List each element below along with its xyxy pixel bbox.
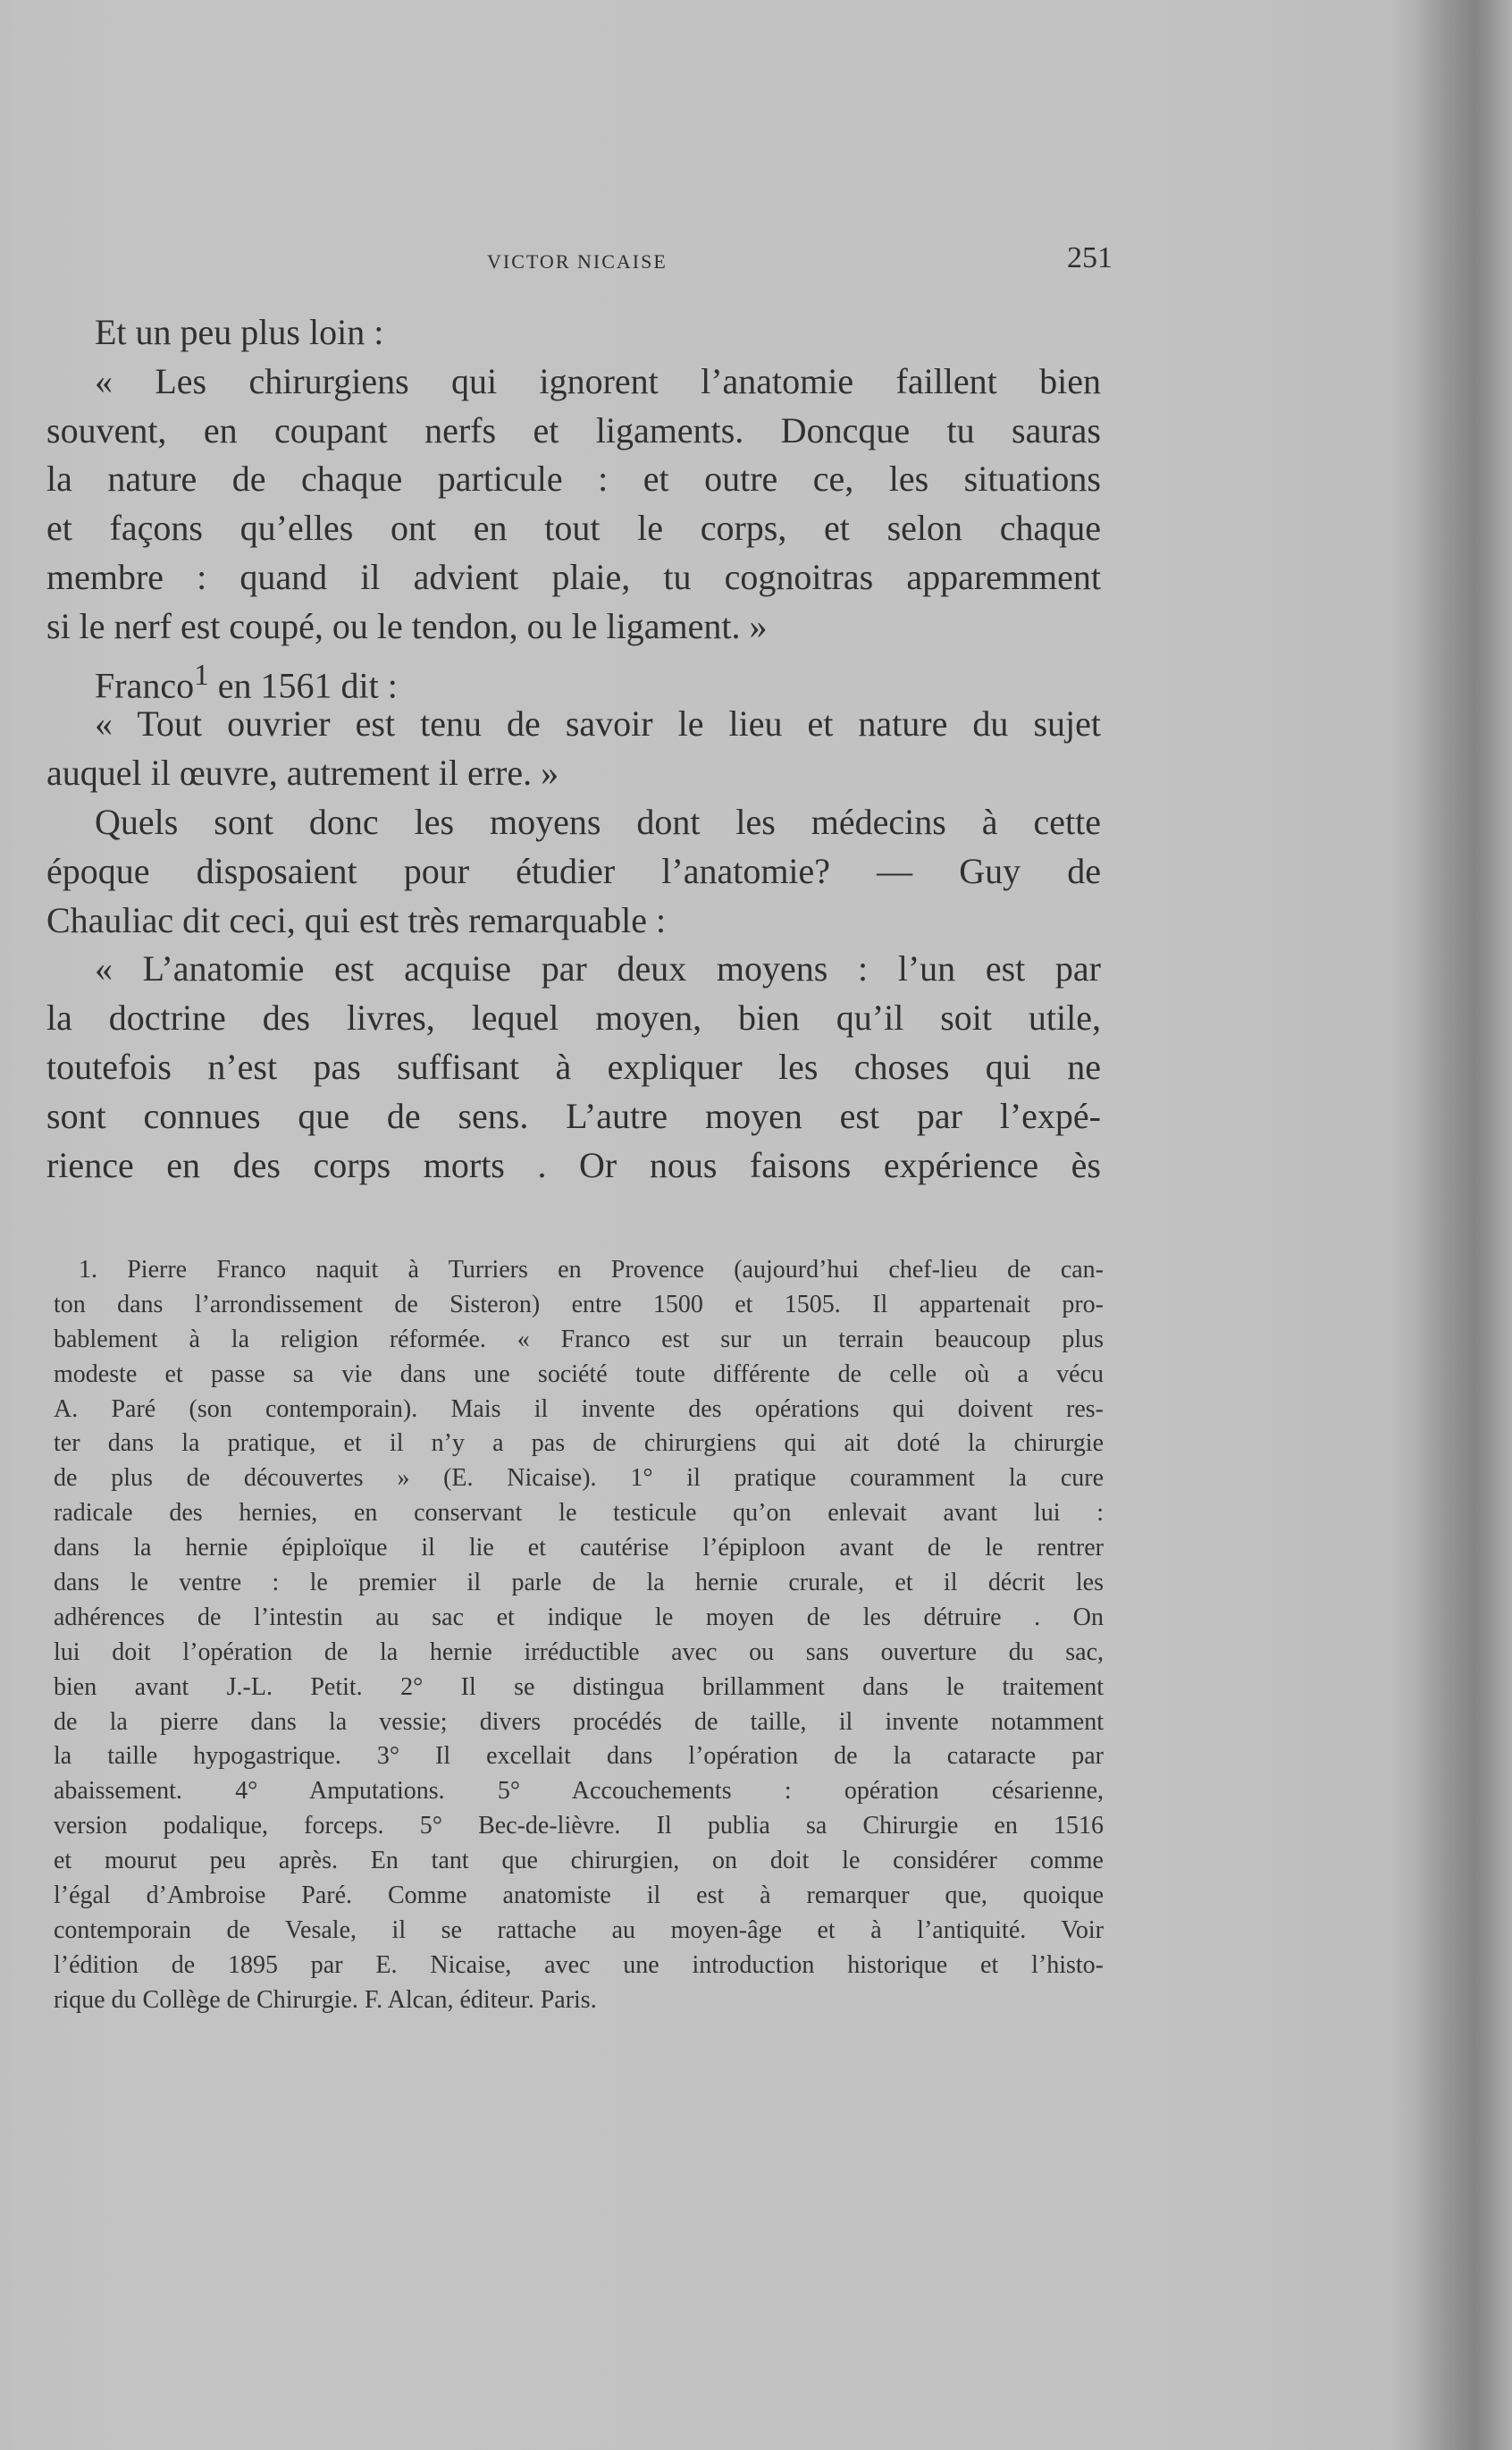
footnote-line: ton dans l’arrondissement de Sisteron) entre 1500 et 1505. Il appartenait pro- (54, 1290, 1104, 1318)
footnote-line: de la pierre dans la vessie; divers procédés de taille, il invente notamment (54, 1707, 1104, 1736)
body-line: « Tout ouvrier est tenu de savoir le lieu et nature du sujet (95, 703, 1101, 745)
franco-rest: en 1561 dit : (208, 664, 398, 705)
body-line: auquel il œuvre, autrement il erre. » (46, 753, 559, 794)
footnote-line: abaissement. 4° Amputations. 5° Accouchements : opération césarienne, (54, 1777, 1104, 1806)
body-line: la nature de chaque particule : et outre ce, les situations (46, 459, 1101, 500)
body-line: et façons qu’elles ont en tout le corps, et selon chaque (46, 508, 1101, 549)
page-number: 251 (1067, 241, 1113, 274)
franco-name: Franco (95, 664, 195, 705)
footnote-line: dans la hernie épiploïque il lie et cautérise l’épiploon avant de le rentrer (54, 1534, 1104, 1562)
footnote-line: rique du Collège de Chirurgie. F. Alcan, éditeur. Paris. (54, 1985, 597, 2014)
footnote-line: adhérences de l’intestin au sac et indique le moyen de les détruire . On (54, 1603, 1104, 1631)
footnote-line: ter dans la pratique, et il n’y a pas de chirurgiens qui ait doté la chirurgie (54, 1429, 1104, 1458)
body-text (46, 308, 1101, 1190)
body-line: époque disposaient pour étudier l’anatomie? — Guy de (46, 850, 1101, 891)
body-line: souvent, en coupant nerfs et ligaments. Doncque tu sauras (46, 409, 1101, 450)
footnote-line: lui doit l’opération de la hernie irréductible avec ou sans ouverture du sac, (54, 1638, 1104, 1666)
body-line: Et un peu plus loin : (95, 312, 384, 352)
footnote-line: 1. Pierre Franco naquit à Turriers en Provence (aujourd’hui chef-lieu de can- (79, 1256, 1104, 1284)
footnote-line: dans le ventre : le premier il parle de la hernie crurale, et il décrit les (54, 1569, 1104, 1597)
body-line: toutefois n’est pas suffisant à expliquer les choses qui ne (46, 1046, 1101, 1087)
running-head (487, 243, 1113, 279)
running-title: VICTOR NICAISE (487, 250, 668, 273)
footnote-line: radicale des hernies, en conservant le testicule qu’on enlevait avant lui : (54, 1499, 1104, 1528)
footnote-block (54, 1253, 1104, 2018)
footnote-line: et mourut peu après. En tant que chirurgien, on doit le considérer comme (54, 1847, 1104, 1875)
footnote-line: bablement à la religion réformée. « Franco est sur un terrain beaucoup plus (54, 1325, 1104, 1353)
body-line: sont connues que de sens. L’autre moyen est par l’expé- (46, 1095, 1101, 1136)
body-line-franco (46, 652, 1101, 705)
binding-shadow (1414, 0, 1512, 2450)
footnote-line: l’égal d’Ambroise Paré. Comme anatomiste il est à remarquer que, quoique (54, 1882, 1104, 1910)
body-line: la doctrine des livres, lequel moyen, bien qu’il soit utile, (46, 998, 1101, 1039)
body-line: Quels sont donc les moyens dont les médecins à cette (95, 801, 1101, 842)
footnote-marker: 1 (194, 658, 209, 692)
footnote-line: la taille hypogastrique. 3° Il excellait dans l’opération de la cataracte par (54, 1742, 1104, 1771)
body-line: « Les chirurgiens qui ignorent l’anatomie faillent bien (95, 360, 1101, 401)
body-line: « L’anatomie est acquise par deux moyens : l’un est par (95, 948, 1101, 989)
body-line: Chauliac dit ceci, qui est très remarquable : (46, 899, 667, 940)
footnote-line: de plus de découvertes » (E. Nicaise). 1° il pratique couramment la cure (54, 1464, 1104, 1493)
footnote-line: A. Paré (son contemporain). Mais il invente des opérations qui doivent res- (54, 1394, 1104, 1423)
footnote-line: l’édition de 1895 par E. Nicaise, avec une introduction historique et l’histo- (54, 1950, 1104, 1979)
footnote-line: bien avant J.-L. Petit. 2° Il se distingua brillamment dans le traitement (54, 1672, 1104, 1701)
footnote-line: modeste et passe sa vie dans une société toute différente de celle où a vécu (54, 1360, 1104, 1388)
body-line: si le nerf est coupé, ou le tendon, ou le ligament. » (46, 605, 768, 646)
body-line: membre : quand il advient plaie, tu cognoitras apparemment (46, 556, 1101, 597)
footnote-line: contemporain de Vesale, il se rattache au moyen-âge et à l’antiquité. Voir (54, 1915, 1104, 1944)
footnote-line: version podalique, forceps. 5° Bec-de-lièvre. Il publia sa Chirurgie en 1516 (54, 1812, 1104, 1840)
body-line: rience en des corps morts . Or nous faisons expérience ès (46, 1144, 1101, 1185)
